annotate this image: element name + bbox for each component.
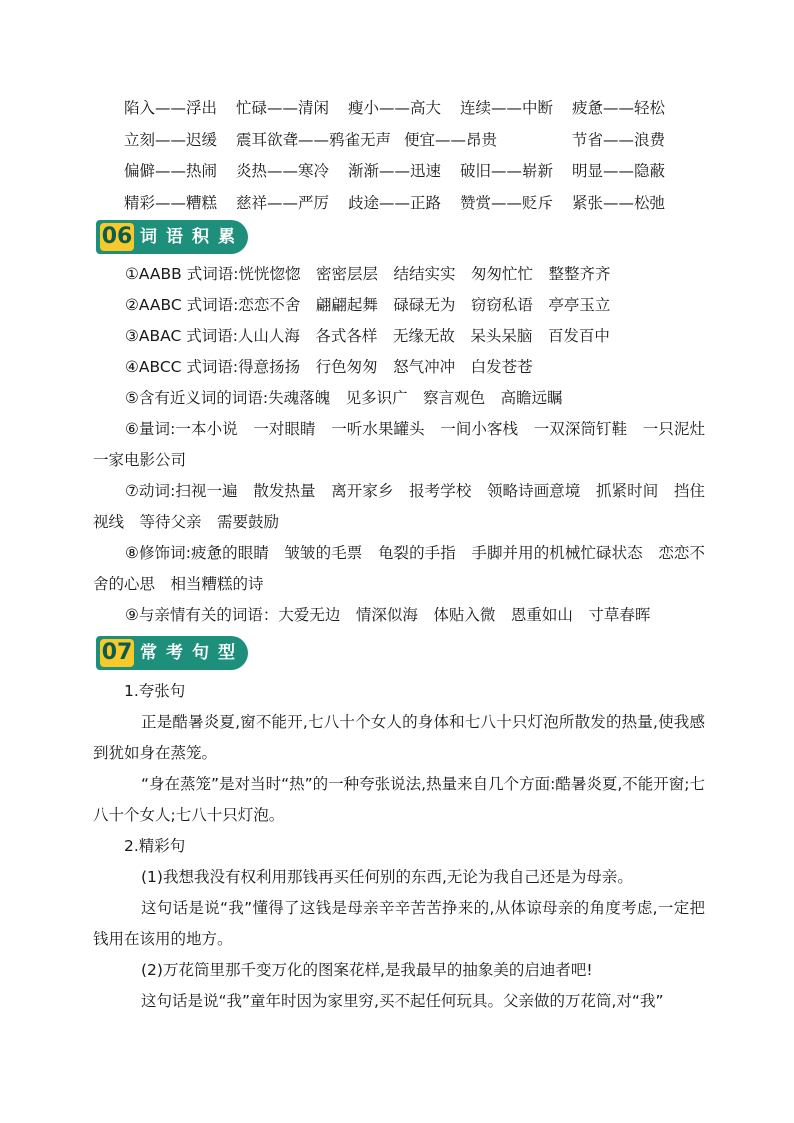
antonym-row [124, 93, 684, 125]
vocab-item [93, 290, 705, 321]
section-title: 词语积累 [140, 227, 244, 247]
antonym-pair: 节省——浪费 [572, 130, 666, 149]
section-number: 06 [101, 224, 133, 249]
vocab-item [93, 600, 705, 631]
vocab-item [93, 414, 721, 476]
paragraph: 这句话是说“我”懂得了这钱是母亲辛辛苦苦挣来的,从体谅母亲的角度考虑,一定把钱用在该用的地方。 [93, 899, 705, 948]
antonym-pair: 炎热——寒冷 [236, 162, 330, 180]
antonym-pair: 偏僻——热闹 [124, 162, 218, 180]
section-07-badge [96, 636, 248, 670]
vocab-item [93, 476, 705, 538]
antonym-pair: 陷入——浮出 [124, 99, 218, 117]
antonym-pair: 精彩——糟糕 [124, 193, 218, 212]
vocab-item [93, 383, 705, 414]
vocab-text: ①AABB 式词语:恍恍惚惚 密密层层 结结实实 匆匆忙忙 整整齐齐 [125, 265, 611, 283]
antonym-row [124, 188, 684, 220]
antonym-pair: 赞赏——贬斥 [460, 193, 554, 212]
vocab-text: ⑤含有近义词的词语:失魂落魄 见多识广 察言观色 高瞻远瞩 [125, 389, 563, 407]
antonym-pair: 连续——中断 [460, 99, 554, 117]
paragraph: (2)万花筒里那千变万化的图案花样,是我最早的抽象美的启迪者吧! [141, 961, 593, 979]
section-06-badge [96, 220, 248, 254]
antonym-row [124, 156, 684, 188]
antonym-pair: 破旧——崭新 [460, 162, 554, 180]
antonym-row [124, 125, 684, 157]
subheading: 1.夸张句 [124, 682, 186, 700]
antonym-pair: 瘦小——高大 [348, 99, 442, 117]
subheading: 2.精彩句 [124, 837, 186, 855]
antonym-pair: 歧途——正路 [348, 193, 442, 212]
paragraph: 这句话是说“我”童年时因为家里穷,买不起任何玩具。父亲做的万花筒,对“我” [141, 992, 664, 1010]
paragraph: (1)我想我没有权利用那钱再买任何别的东西,无论为我自己还是为母亲。 [141, 868, 633, 886]
antonym-pair: 震耳欲聋——鸦雀无声 [236, 130, 392, 149]
section-title: 常考句型 [140, 643, 244, 663]
antonym-pair: 紧张——松弛 [572, 193, 666, 212]
antonym-pair: 渐渐——迅速 [348, 162, 442, 180]
vocab-item [93, 259, 705, 290]
vocab-text: ④ABCC 式词语:得意扬扬 行色匆匆 怒气冲冲 白发苍苍 [125, 358, 533, 376]
vocab-text: ②AABC 式词语:恋恋不舍 翩翩起舞 碌碌无为 窃窃私语 亭亭玉立 [125, 296, 611, 314]
paragraph: 正是酷暑炎夏,窗不能开,七八十个女人的身体和七八十只灯泡所散发的热量,使我感到犹如身在蒸笼。 [93, 713, 705, 762]
vocab-text: ⑨与亲情有关的词语：大爱无边 情深似海 体贴入微 恩重如山 寸草春晖 [125, 606, 651, 624]
antonym-pair: 便宜——昂贵 [404, 130, 498, 149]
antonym-pairs [124, 93, 684, 219]
vocab-text: ⑧修饰词:疲惫的眼睛 皱皱的毛票 龟裂的手指 手脚并用的机械忙碌状态 恋恋不舍的心思 相当糟糕的诗 [93, 544, 705, 593]
vocab-item [93, 321, 705, 352]
paragraph: “身在蒸笼”是对当时“热”的一种夸张说法,热量来自几个方面:酷暑炎夏,不能开窗;七八十个女人;七八十只灯泡。 [93, 775, 705, 824]
vocab-text: ⑦动词:扫视一遍 散发热量 离开家乡 报考学校 领略诗画意境 抓紧时间 挡住视线 等待父亲 需要鼓励 [93, 482, 705, 531]
vocab-text: ⑥量词:一本小说 一对眼睛 一听水果罐头 一间小客栈 一双深筒钉鞋 一只泥灶 一家电影公司 [93, 420, 721, 469]
antonym-pair: 立刻——迟缓 [124, 130, 218, 149]
vocab-item [93, 538, 705, 600]
vocab-item [93, 352, 705, 383]
section-number: 07 [101, 640, 133, 665]
antonym-pair: 明显——隐蔽 [572, 162, 666, 180]
vocab-text: ③ABAC 式词语:人山人海 各式各样 无缘无故 呆头呆脑 百发百中 [125, 327, 610, 345]
antonym-pair: 慈祥——严厉 [236, 193, 330, 212]
antonym-pair: 忙碌——清闲 [236, 99, 330, 117]
antonym-pair: 疲惫——轻松 [572, 99, 666, 117]
